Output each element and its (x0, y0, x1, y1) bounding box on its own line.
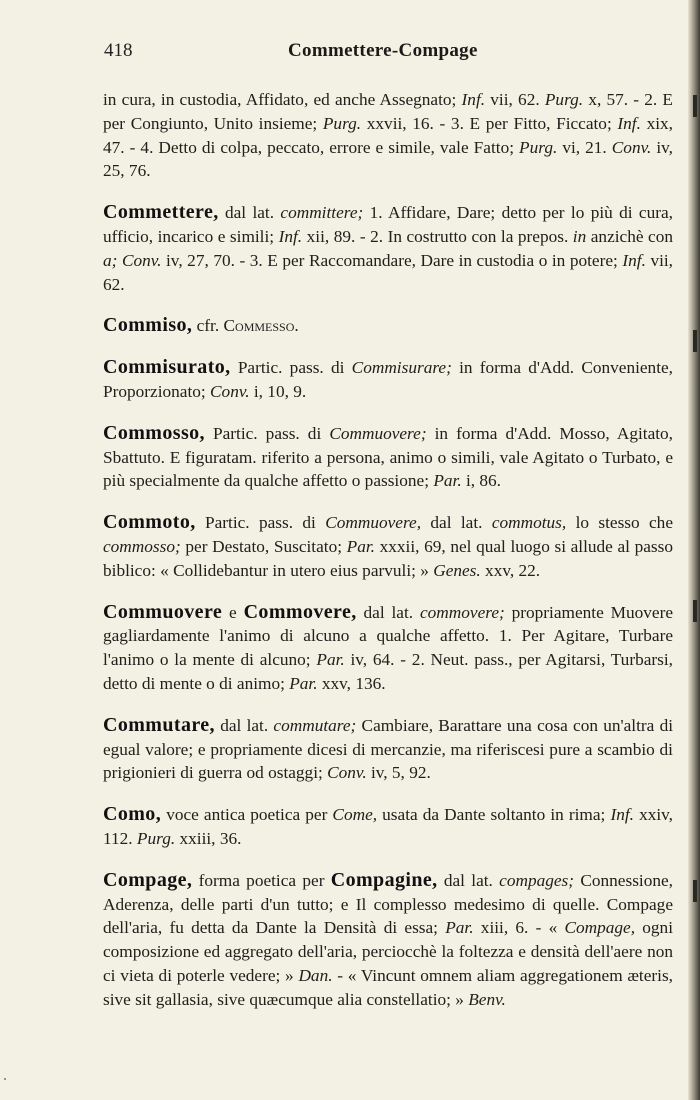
italic-text: Conv. (611, 137, 652, 157)
italic-text: Compage, (564, 918, 636, 938)
italic-text: a; (103, 250, 118, 270)
entry-como (103, 803, 673, 851)
entry-text: dal lat. (214, 715, 274, 735)
entry-text: in forma d'Add. Mosso, Agitato, Sbattuto. E figuratam. riferito a persona, animo o simili, vale Agitato o Turbato, e più specialmente da qualche affetto o passione; (103, 423, 674, 491)
italic-text: Par. (346, 536, 375, 556)
entry-text: usata da Dante soltanto in rima; (377, 805, 611, 825)
entry-text: xiii, 6. - « (473, 918, 565, 938)
dictionary-text (103, 88, 673, 1030)
entry-text: xxxii, 69, nel qual luogo si allude al passo biblico: « Collidebantur in utero eius parvuli; » (103, 536, 674, 580)
entry-text: dal lat. (421, 513, 492, 533)
italic-text: Inf. (622, 250, 646, 270)
entry-text: dal lat. (437, 870, 500, 890)
headword: Commosso, (103, 421, 205, 444)
headword: Como, (103, 803, 162, 826)
entry-text: Partic. pass. di (195, 513, 326, 533)
italic-text: Dan. (298, 965, 333, 985)
italic-text: Par. (433, 471, 462, 491)
italic-text: Purg. (519, 137, 558, 157)
entry-text: forma poetica per (192, 870, 331, 890)
headword: Compage, (103, 868, 193, 891)
entry-text: xxv, 22. (480, 560, 541, 580)
entry-text: x, 57. - 2. E per Congiunto, Unito insieme; (103, 90, 673, 133)
running-head: Commettere-Compage (288, 40, 478, 61)
entry-text: propriamente Muovere gagliardamente l'animo di alcuno a qualche affetto. 1. Per Agitare, Turbare l'animo o la mente di alcuno; (103, 602, 674, 670)
italic-text: commotus, (491, 513, 567, 533)
headword: Commovere, (243, 600, 357, 623)
speck (4, 1078, 6, 1080)
entry-text: i, 10, 9. (249, 381, 307, 401)
entry-text: vii, 62. (485, 90, 545, 109)
entry-text: in cura, in custodia, Affidato, ed anche Assegnato; (103, 90, 462, 109)
entry-commutare (103, 714, 673, 785)
entry-text: iv, 5, 92. (366, 763, 431, 783)
entry-commiso (103, 314, 673, 338)
italic-text: Benv. (468, 989, 506, 1009)
entry-text: i, 86. (461, 471, 502, 491)
entry-text: Partic. pass. di (230, 358, 352, 378)
italic-text: in (572, 226, 587, 246)
italic-text: Commuovere; (329, 423, 427, 443)
italic-text: Purg. (544, 90, 584, 109)
entry-commisurato (103, 356, 673, 404)
headword: Compagine, (330, 868, 438, 891)
entry-text: 1. Affidare, Dare; detto per lo più di cura, ufficio, incarico e simili; (103, 203, 673, 246)
entry-commuovere (103, 601, 673, 696)
italic-text: Inf. (461, 90, 486, 109)
italic-text: Inf. (617, 113, 641, 133)
cross-reference: Commesso. (223, 316, 299, 336)
italic-text: Par. (289, 673, 318, 693)
entry-text: xii, 89. - 2. In costrutto con la prepos. (302, 226, 573, 246)
italic-text: commosso; (103, 536, 181, 556)
entry-text: dal lat. (218, 203, 281, 223)
entry-text: xxv, 136. (317, 673, 386, 693)
entry-text: Cambiare, Barattare una cosa con un'altra di egual valore; e propriamente dicesi di mercanzie, ma riferiscesi pure a scambio di prigionieri di guerra od ostaggi; (103, 715, 674, 783)
page-header (104, 40, 674, 66)
entry-text: vi, 21. (557, 137, 612, 157)
entry-commosso (103, 422, 673, 493)
entry-text: xxiv, 112. (103, 805, 673, 848)
entry-commoto (103, 511, 673, 582)
italic-text: Inf. (278, 226, 303, 246)
entry-text: per Destato, Suscitato; (180, 536, 347, 556)
entry-text: iv, 27, 70. - 3. E per Raccomandare, Dare in custodia o in potere; (161, 250, 623, 270)
entry-text: xxiii, 36. (175, 828, 242, 848)
headword: Commiso, (103, 314, 193, 337)
italic-text: commutare; (273, 715, 357, 735)
entry-text: in forma d'Add. Conveniente, Proporzionato; (103, 358, 673, 401)
page-edge-shadow (688, 0, 700, 1100)
entry-text: xxvii, 16. - 3. E per Fitto, Ficcato; (361, 113, 618, 133)
entry-text: voce antica poetica per (161, 805, 333, 825)
entry-text: iv, 64. - 2. Neut. pass., per Agitarsi, Turbarsi, detto di mente o di animo; (103, 650, 673, 693)
italic-text: Genes. (433, 560, 481, 580)
italic-text: Conv. (121, 250, 162, 270)
headword: Commuovere (103, 600, 223, 623)
headword: Commutare, (103, 713, 215, 736)
entry-compage (103, 869, 673, 1012)
entry-commesso-cont (103, 88, 673, 183)
entry-text: Partic. pass. di (204, 423, 330, 443)
page-number: 418 (104, 40, 133, 61)
italic-text: Commisurare; (351, 358, 452, 378)
entry-text: dal lat. (356, 602, 420, 622)
italic-text: Commuovere, (325, 513, 422, 533)
entry-text: e (222, 602, 244, 622)
entry-text: iv, 25, 76. (103, 137, 673, 181)
headword: Commisurato, (103, 356, 231, 379)
italic-text: Purg. (322, 113, 362, 133)
italic-text: committere; (280, 203, 364, 223)
entry-text: anzichè con (586, 226, 673, 246)
entry-text: lo stesso che (566, 513, 673, 533)
italic-text: Conv. (327, 763, 367, 783)
italic-text: compages; (499, 870, 575, 890)
headword: Commoto, (103, 511, 196, 534)
italic-text: Inf. (610, 805, 634, 825)
headword: Commettere, (103, 201, 219, 224)
entry-text: Connessione, Aderenza, delle parti d'un tutto; e Il complesso medesimo di quelle. Compage dell'aria, fu detta da Dante la Densità di essa; (103, 870, 673, 938)
italic-text: Purg. (136, 828, 176, 848)
entry-text: xix, 47. - 4. Detto di colpa, peccato, errore e simile, vale Fatto; (103, 113, 673, 157)
entry-commettere (103, 201, 673, 296)
italic-text: Come, (332, 805, 378, 825)
italic-text: Par. (445, 918, 474, 938)
entry-text: cfr. (192, 316, 224, 336)
italic-text: commovere; (419, 602, 505, 622)
italic-text: Par. (316, 650, 345, 670)
entry-text: - « Vincunt omnem aliam aggregationem æteris, sive sit gallasia, sive quæcumque alia constellatio; » (103, 965, 673, 1009)
italic-text: Conv. (210, 381, 250, 401)
entry-text: vii, 62. (103, 250, 674, 294)
entry-text: ogni composizione ed aggregato dell'aria, perciocchè la foltezza e densità dell'aere non ci vieta di poterle vedere; » (103, 918, 673, 985)
